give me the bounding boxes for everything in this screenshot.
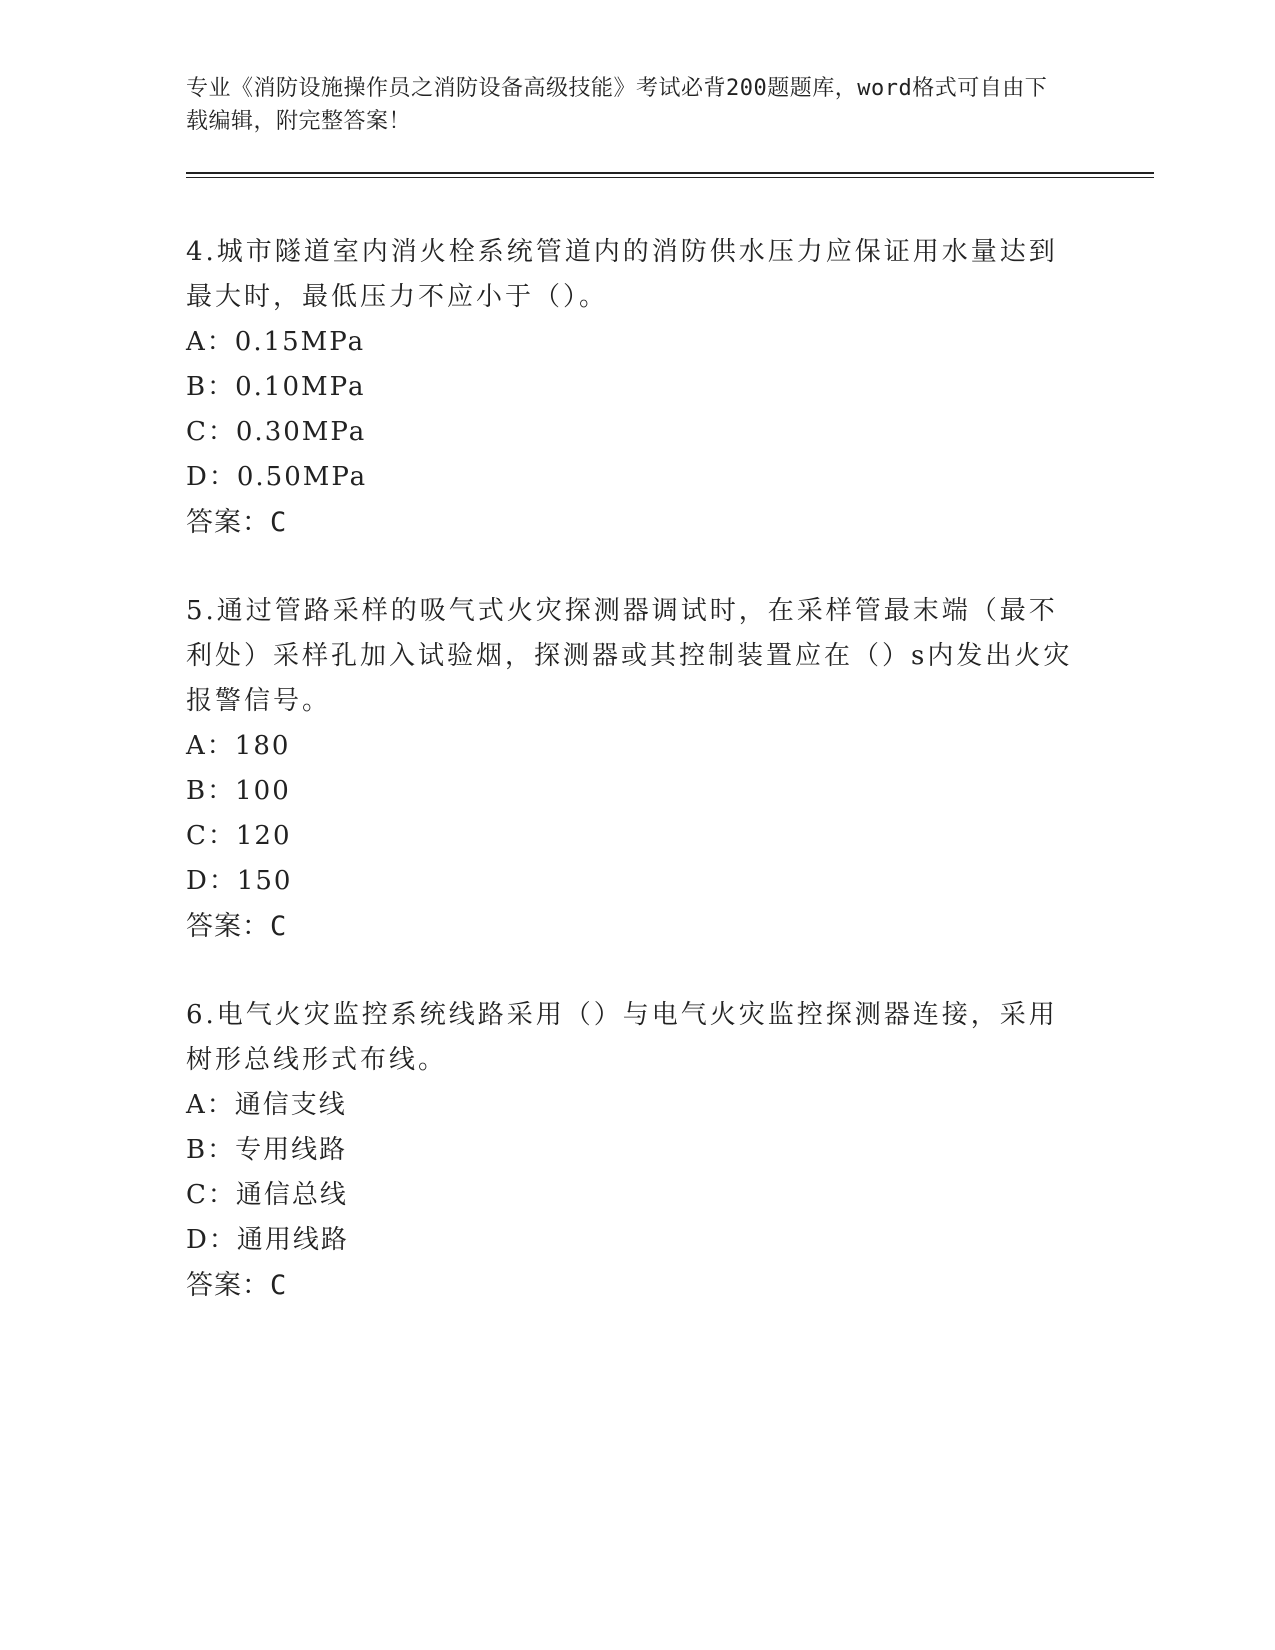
question-item [186, 993, 1156, 1308]
answer-text: 答案：C [186, 911, 288, 942]
option-b: B：专用线路 [186, 1135, 348, 1165]
answer-text: 答案：C [186, 507, 288, 538]
option-d: D：0.50MPa [186, 462, 368, 492]
option-c: C：120 [186, 821, 292, 851]
question-text: 4.城市隧道室内消火栓系统管道内的消防供水压力应保证用水量达到最大时，最低压力不应小于（）。 [186, 237, 1058, 312]
question-list [186, 230, 1156, 1308]
question-item [186, 230, 1156, 545]
option-c: C：0.30MPa [186, 417, 367, 447]
answer-text: 答案：C [186, 1270, 288, 1301]
option-d: D：150 [186, 866, 293, 896]
document-header: 专业《消防设施操作员之消防设备高级技能》考试必背200题题库，word格式可自由下载编辑，附完整答案！ [186, 76, 1048, 134]
option-a: A：通信支线 [186, 1090, 347, 1120]
question-text: 6.电气火灾监控系统线路采用（）与电气火灾监控探测器连接，采用树形总线形式布线。 [186, 1000, 1058, 1075]
document-page [186, 72, 1156, 1352]
option-b: B：100 [186, 776, 291, 806]
option-d: D：通用线路 [186, 1225, 349, 1255]
header-divider [186, 172, 1154, 178]
option-c: C：通信总线 [186, 1180, 348, 1210]
option-b: B：0.10MPa [186, 372, 366, 402]
option-a: A：180 [186, 731, 291, 761]
question-text: 5.通过管路采样的吸气式火灾探测器调试时，在采样管最末端（最不利处）采样孔加入试验烟，探测器或其控制装置应在（）s内发出火灾报警信号。 [186, 596, 1073, 716]
option-a: A：0.15MPa [186, 327, 366, 357]
question-item [186, 589, 1156, 949]
